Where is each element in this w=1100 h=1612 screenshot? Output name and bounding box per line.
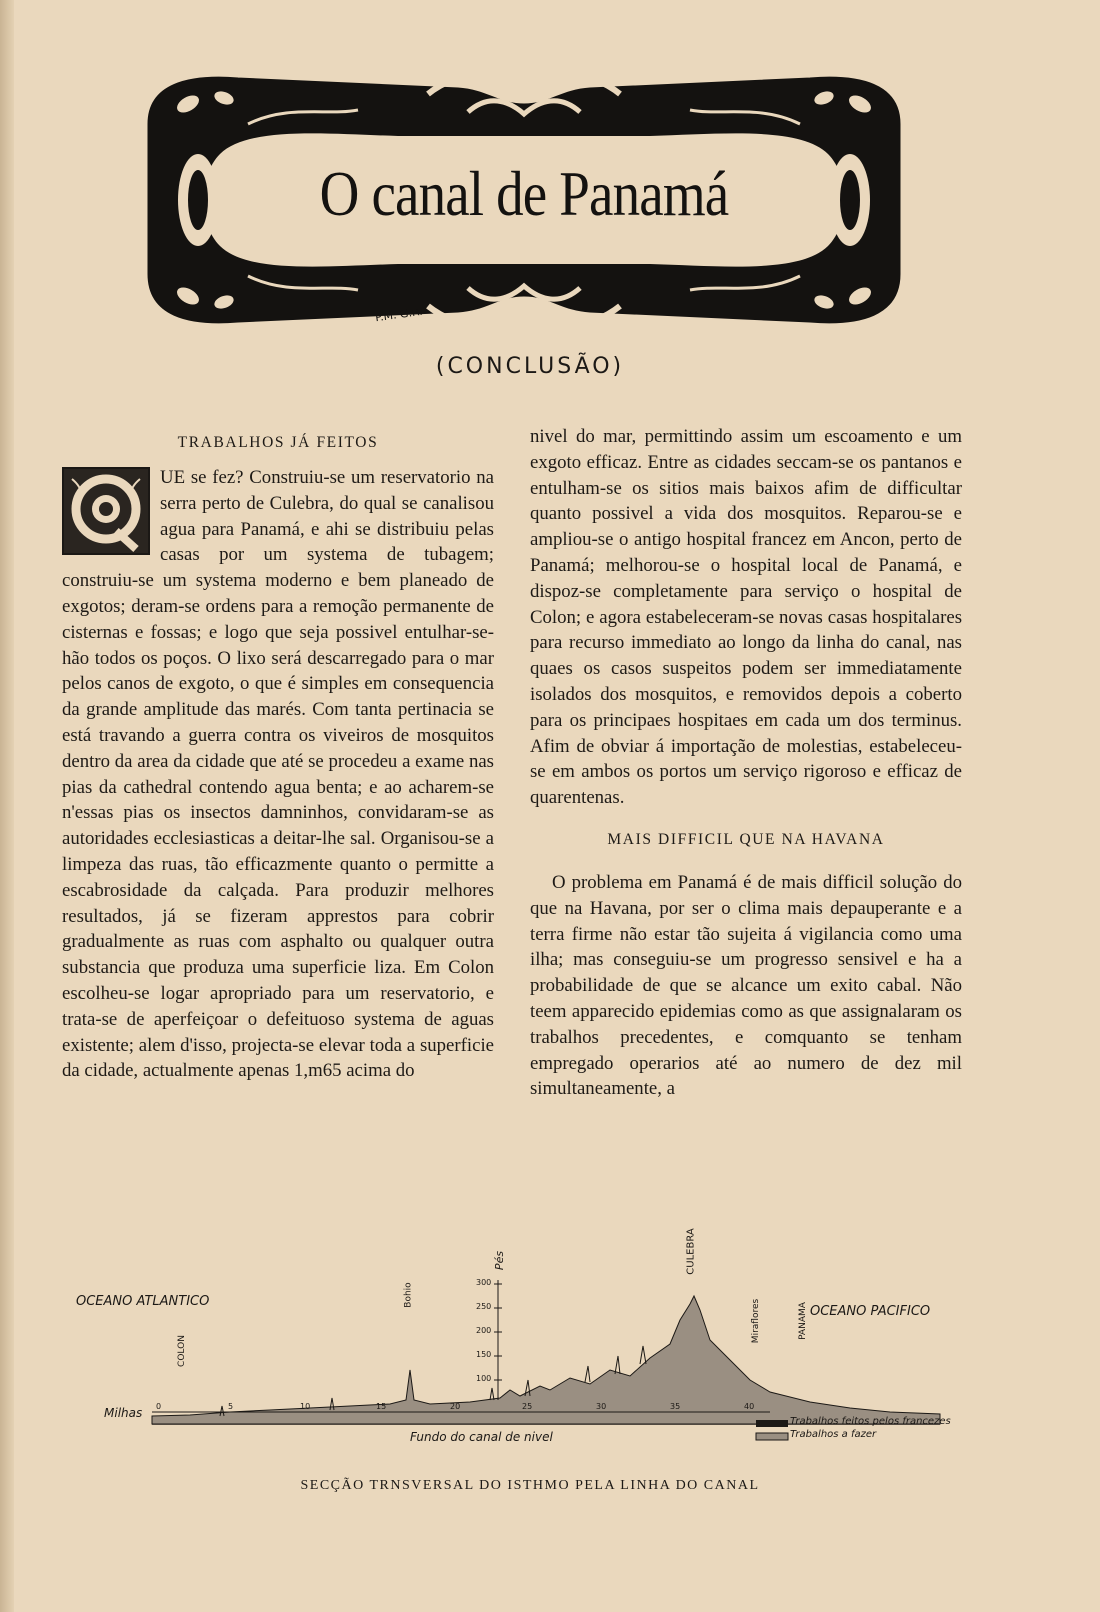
height-tick-250: 250: [476, 1302, 492, 1311]
label-panama: PANAMA: [797, 1302, 808, 1340]
paragraph-trabalhos: [62, 465, 494, 1084]
label-pes: Pés: [493, 1250, 507, 1271]
legend-swatch-french: [756, 1420, 788, 1427]
mile-tick-15: 15: [376, 1402, 387, 1411]
mile-tick-5: 5: [228, 1402, 234, 1411]
left-column: [62, 430, 494, 1084]
label-colon: COLON: [176, 1335, 187, 1367]
mile-tick-20: 20: [450, 1402, 461, 1411]
title-ornament: [128, 64, 920, 336]
legend-label-todo: Trabalhos a fazer: [790, 1429, 877, 1440]
page-edge: [0, 0, 14, 1612]
text-trabalhos: se fez? Construiu-se um reservatorio na serra perto de Culebra, do qual se canalisou agua para Panamá, e ahi se distribuiu pelas casas por um systema de tubagem; construiu-se um systema moderno e bem planeado de exgotos; deram-se ordens para a remoção permanente de cisternas e fossas; e logo que seja possivel entulhar-se-hão todos os poços. O lixo será descarregado para o mar pelos canos de exgoto, o que é simples em consequencia da grande amplitude das marés. Com tanta pertinacia se está travando a guerra contra os viveiros de mosquitos dentro da area da cidade que até se procedeu a exame nas pias da cathedral contendo agua benta; e ao acharem-se n'essas pias os insectos damninhos, convidaram-se as autoridades ecclesiasticas a deitar-lhe sal. Organisou-se a limpeza das ruas, tão efficazmente quanto o permitte a escabrosidade da calçada. Para produzir melhores resultados, já se fizeram apprestos para cobrir gradualmente as ruas com asphalto ou qualquer outra substancia que produza uma superficie liza. Em Colon escolheu-se logar apropriado para um reservatorio, e trata-se de aperfeiçoar o defeituoso systema de aguas existente; alem d'isso, projecta-se elevar toda a superficie da cidade, actualmente apenas 1,m65 acima do: [62, 467, 494, 1082]
mile-tick-0: 0: [156, 1402, 162, 1411]
height-tick-150: 150: [476, 1350, 492, 1359]
dropcap-q-icon: [64, 469, 148, 553]
label-oceano-pacifico: OCEANO PACIFICO: [810, 1304, 931, 1319]
mile-tick-40: 40: [744, 1402, 755, 1411]
height-tick-100: 100: [476, 1374, 492, 1383]
dropcap-ornament: [62, 467, 150, 555]
diagram-caption: SECÇÃO TRNSVERSAL DO ISTHMO PELA LINHA DO CANAL: [300, 1478, 760, 1493]
height-tick-300: 300: [476, 1278, 492, 1287]
right-column: [530, 424, 962, 1102]
paragraph-continuation: nivel do mar, permittindo assim um escoamento e um exgoto efficaz. Entre as cidades seccam-se os pantanos e entulham-se os sitios mais baixos afim de difficultar quanto possivel a vida dos mosquitos. Reparou-se e ampliou-se o antigo hospital francez em Ancon, perto de Panamá; melhorou-se o hospital local de Panamá, e dispoz-se completamente para serviço o hospital de Colon; e agora estabeleceram-se novas casas hospitalares para recurso immediato ao longo da linha do canal, nas quaes os casos suspeitos podem ser immediatamente isolados dos mosquitos, e removidos depois a coberto para os principaes hospitaes em cada um dos terminus. Afim de obviar á importação de molestias, estabeleceu-se em ambos os portos um serviço rigoroso e efficaz de quarentenas.: [530, 426, 962, 809]
legend-swatch-todo: [756, 1433, 788, 1440]
label-miraflores: Miraflores: [751, 1298, 762, 1344]
article-title: O canal de Panamá: [319, 158, 729, 229]
legend-label-french: Trabalhos feitos pelos francezes: [790, 1416, 951, 1427]
artist-signature: P.M. G.R.: [374, 304, 424, 325]
first-word: UE: [160, 467, 186, 488]
section-heading-havana: MAIS DIFFICIL QUE NA HAVANA: [607, 830, 885, 848]
article-subtitle: (CONCLUSÃO): [435, 354, 625, 379]
label-culebra: CULEBRA: [685, 1228, 697, 1275]
label-oceano-atlantico: OCEANO ATLANTICO: [76, 1294, 210, 1309]
paragraph-havana: O problema em Panamá é de mais difficil solução do que na Havana, por ser o clima mais depauperante e a terra firme não estar tão sujeita á vigilancia como uma ilha; mas conseguiu-se um progresso sensivel e ha a probabilidade de que se alcance um exito cabal. Não teem apparecido epidemias como as que assignalaram os trabalhos precedentes, e comquanto se tenham empregado operarios até ao numero de dez mil simultaneamente, a: [530, 871, 962, 1100]
height-tick-200: 200: [476, 1326, 492, 1335]
mile-tick-10: 10: [300, 1402, 311, 1411]
mile-tick-25: 25: [522, 1402, 533, 1411]
label-fundo-do-canal: Fundo do canal de nivel: [410, 1430, 553, 1444]
canal-cross-section-diagram: [70, 1228, 970, 1450]
label-milhas: Milhas: [104, 1406, 143, 1420]
label-bohio: Bohio: [403, 1282, 414, 1308]
mile-tick-35: 35: [670, 1402, 681, 1411]
mile-tick-30: 30: [596, 1402, 607, 1411]
section-heading-trabalhos: TRABALHOS JÁ FEITOS: [177, 434, 379, 451]
